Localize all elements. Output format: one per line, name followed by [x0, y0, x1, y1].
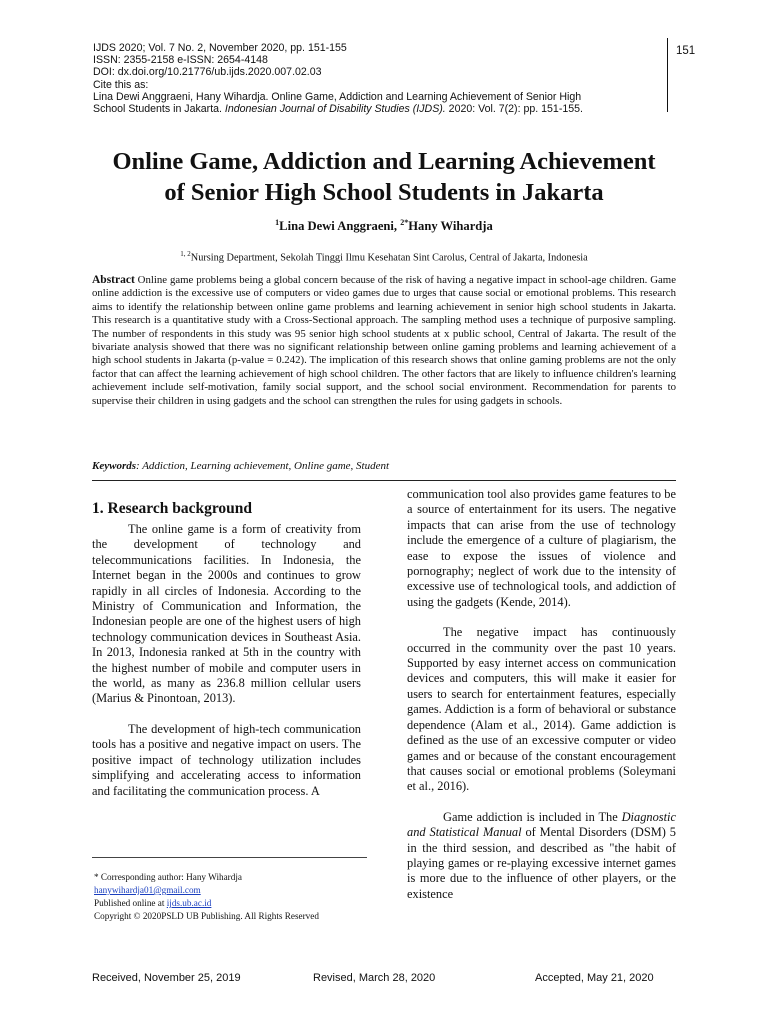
right-paragraph-3-end: of Mental Disorders (DSM) 5 in the third session, and described as "the habit of playing games or re-playing excessive internet games is more due to the influence of other players, or the existence [407, 825, 677, 901]
author-2-superscript: 2* [400, 218, 409, 227]
author-1-superscript: 1 [275, 218, 280, 227]
cite-label: Cite this as: [93, 78, 149, 91]
footnote-divider [92, 857, 367, 858]
journal-site-link[interactable]: ijds.ub.ac.id [166, 898, 212, 908]
affiliation-text: Nursing Department, Sekolah Tinggi Ilmu Kesehatan Sint Carolus, Central of Jakarta, Indonesia [190, 252, 588, 264]
page-number-divider [667, 38, 668, 112]
left-paragraph-2: The development of high-tech communication tools has a positive and negative impact on users. The positive impact of technology utilization includes simplifying and accelerating access to information and facilitating the communication process. A [92, 721, 361, 798]
right-paragraph-1: communication tool also provides game features to be a source of entertainment for its users. The negative impacts that can arise from the use of technology include the emergence of a culture of plagiarism, the ease to expose the issues of violence and pornography; neglect of work due to the intensity of excessive use of technological tools, and addiction of using the gadgets (Kende, 2014). [407, 487, 676, 609]
title-line-1: Online Game, Addiction and Learning Achievement [112, 148, 656, 175]
corresponding-author: * Corresponding author: Hany Wihardja [94, 872, 242, 882]
copyright-line: Copyright © 2020PSLD UB Publishing. All Rights Reserved [94, 911, 319, 921]
accepted-date: Accepted, May 21, 2020 [535, 972, 654, 984]
received-date: Received, November 25, 2019 [92, 972, 241, 984]
author-email-link[interactable]: hanywihardja01@gmail.com [94, 885, 201, 895]
cite-line-2-end: 2020: Vol. 7(2): pp. 151-155. [445, 103, 583, 116]
journal-line: IJDS 2020; Vol. 7 No. 2, November 2020, pp. 151-155 [93, 42, 347, 54]
abstract-text: Online game problems being a global concern because of the risk of having a negative impact in school-age children. Game online addiction is the excessive use of computers or video games due to urges that cause social or emotional problems. This research aims to identify the relationship between online game problems and learning achievement in senior high school students in Jakarta. This research is a quantitative study with a Cross-Sectional approach. The sampling method uses a technique of purposive sampling. The number of respondents in this study was 95 senior high school students at x public school, Central of Jakarta. The result of the bivariate analysis showed that there was no significant relationship between online gaming problems and learning achievement of a high school students in Jakarta (p-value = 0.242). The implication of this research shows that online gaming problems are not the only factor that can affect the learning achievement of high school children. The other factors that are likely to influence children's learning achievement include self-motivation, family social support, and the school social environment. Recommendation for parents to supervise their children in using gadgets and the school can strengthen the rules for using gadgets in schools. [92, 274, 676, 407]
author-2: Hany Wihardja [408, 219, 493, 234]
right-column [407, 487, 676, 902]
right-paragraph-3-start: Game addiction is included in The [443, 809, 622, 824]
section-heading: 1. Research background [92, 500, 253, 517]
authors [40, 218, 728, 234]
doi-line: DOI: dx.doi.org/10.21776/ub.ijds.2020.007.02.03 [93, 66, 322, 79]
revised-date: Revised, March 28, 2020 [313, 972, 436, 984]
right-paragraph-3 [407, 810, 676, 902]
keywords-label: Keywords [92, 460, 136, 472]
article-title [40, 146, 728, 208]
left-paragraph-1: The online game is a form of creativity from the development of technology and telecommunications facilities. In Indonesia, the Internet began in the 2000s and continues to grow rapidly in all circles of Indonesia. According to the Ministry of Communication and Information, the Indonesian people are one of the highest users of high technology communication devices in Southeast Asia. In 2013, Indonesia ranked at 5th in the country with the highest number of mobile and computer users in the world, as many as 236.8 million cellular users (Marius & Pinontoan, 2013). [92, 522, 361, 706]
keywords [92, 460, 676, 472]
right-paragraph-2: The negative impact has continuously occurred in the community over the past 10 years. Supported by easy internet access on communication devices and computers, this will make it easier for users to search for entertainment features, especially games. Addiction is a form of behavioral or substance dependence (Alam et al., 2014). Game addiction is defined as the use of an excessive computer or video games and or because of the constant encouragement that causes social or emotional problems (Soleymani et al., 2016). [407, 625, 676, 794]
left-column [92, 522, 361, 799]
author-1: Lina Dewi Anggraeni, [279, 219, 401, 234]
page-number: 151 [676, 45, 696, 57]
published-label: Published online at [94, 898, 167, 908]
cite-line-2 [93, 103, 663, 115]
citation-header [93, 42, 663, 115]
cite-line-1: Lina Dewi Anggraeni, Hany Wihardja. Online Game, Addiction and Learning Achievement of Senior High [93, 90, 582, 103]
abstract-label: Abstract [92, 274, 135, 286]
dsm-title: Diagnostic and Statistical Manual [407, 809, 676, 840]
footnote [94, 871, 374, 923]
keywords-text: : Addiction, Learning achievement, Online game, Student [136, 460, 390, 472]
affiliation-superscript: 1, 2 [180, 250, 191, 258]
title-line-2: of Senior High School Students in Jakarta [164, 179, 604, 206]
cite-journal-name: Indonesian Journal of Disability Studies (IJDS). [224, 103, 446, 116]
published-online [94, 897, 374, 910]
abstract [92, 274, 676, 408]
cite-line-2-start: School Students in Jakarta. [93, 103, 225, 116]
keywords-divider [92, 480, 676, 481]
issn-line: ISSN: 2355-2158 e-ISSN: 2654-4148 [93, 54, 268, 67]
affiliation [40, 250, 728, 263]
